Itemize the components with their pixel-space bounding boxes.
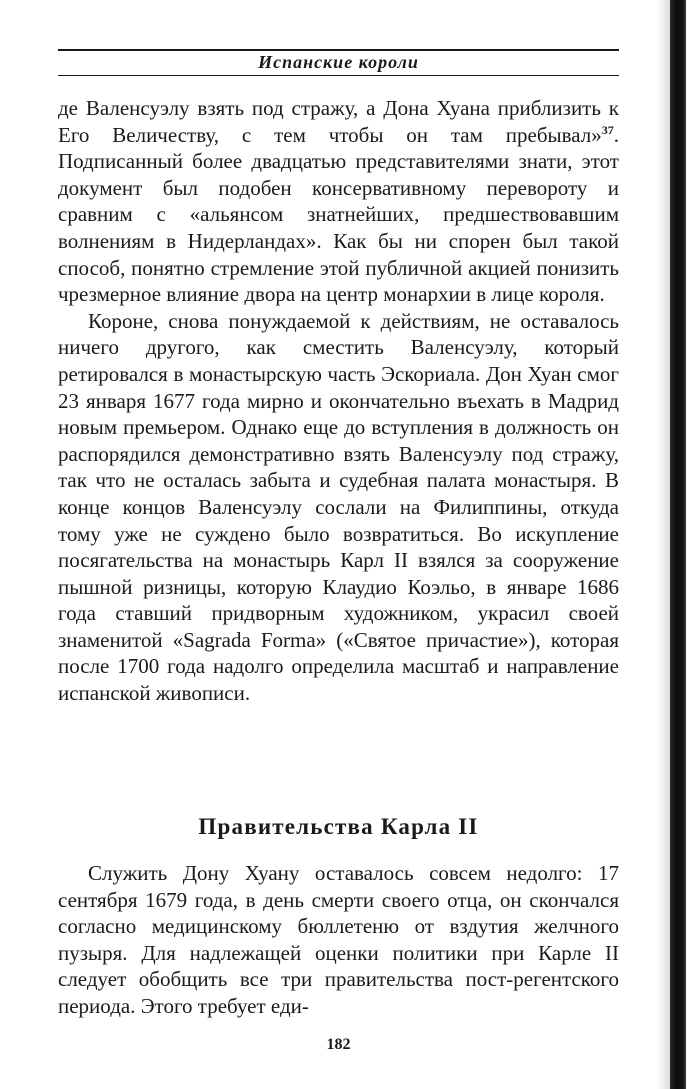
running-header: Испанские короли	[258, 52, 419, 72]
page-number: 182	[326, 1036, 351, 1053]
paragraph: Короне, снова понуждаемой к действиям, не оставалось ничего другого, как сместить Валенсуэлу, который ретировался в монастырскую часть Эскориала. Дон Хуан смог 23 января 1677 года мирно и окончательно въехать в Мадрид новым премьером. Однако еще до вступления в должность он распорядился демонстративно взять Валенсуэлу под стражу, так что не осталась забыта и судебная палата монастыря. В конце концов Валенсуэлу сослали на Филиппины, откуда тому уже не суждено было возвратиться. Во искупление посягательства на монастырь Карл II взялся за сооружение пышной ризницы, которую Клаудио Коэльо, в январе 1686 года ставший придворным художником, украсил своей знаменитой «Sagrada Forma» («Святое причастие»), которая после 1700 года надолго определила масштаб и направление испанской живописи.	[58, 308, 619, 706]
book-spine-edge	[670, 0, 686, 1089]
paragraph-text: де Валенсуэлу взять под стражу, а Дона Хуана приблизить к Его Величеству, с тем чтобы он там пребывал»	[58, 96, 619, 147]
main-text	[58, 95, 619, 707]
header-bottom-rule	[58, 75, 619, 76]
paragraph-continued	[58, 95, 619, 308]
footnote-reference: 37	[601, 122, 614, 137]
section-heading: Правительства Карла II	[198, 814, 479, 839]
page-edge-shadow	[656, 0, 670, 1089]
paragraph: Служить Дону Хуану оставалось совсем недолго: 17 сентября 1679 года, в день смерти своего отца, он скончался согласно медицинскому бюллетеню от вздутия желчного пузыря. Для надлежащей оценки политики при Карле II следует обобщить все три правительства пост-регентского периода. Этого требует еди-	[58, 861, 619, 1018]
section-text	[58, 860, 619, 1020]
paragraph-text-continuation: . Подписанный более двадцатью представителями знати, этот документ был подобен консервативному перевороту и сравним с «альянсом знатнейших, предшествовавшим волнениям в Нидерландах». Как бы ни спорен был такой способ, понятно стремление этой публичной акцией понизить чрезмерное влияние двора на центр монархии в лице короля.	[58, 122, 619, 307]
